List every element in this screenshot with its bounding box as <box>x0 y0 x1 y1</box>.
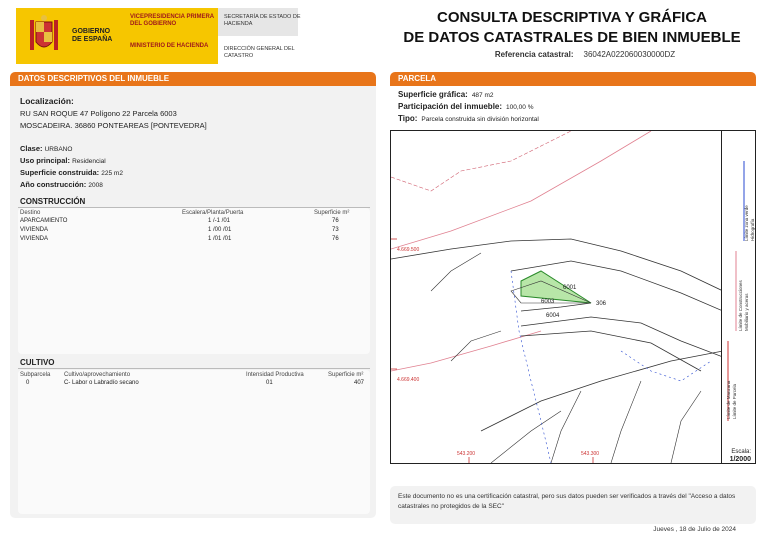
min-band <box>124 36 218 64</box>
parcel-label: 6003 <box>541 299 555 305</box>
table-row-superficie: 76 <box>332 218 339 224</box>
parcela-panel <box>390 86 756 464</box>
table-row-destino: APARCAMIENTO <box>20 218 68 224</box>
col-superficie: Superficie m² <box>328 372 364 378</box>
secretaria-text: SECRETARÍA DE ESTADO DE HACIENDA <box>224 14 301 27</box>
map-road-line <box>521 303 591 311</box>
col-escalera: Escalera/Planta/Puerta <box>182 210 244 216</box>
localizacion-label: Localización: <box>20 96 74 106</box>
table-row-cultivo: C- Labor o Labradío secano <box>64 380 139 386</box>
datos-descriptivos-header: DATOS DESCRIPTIVOS DEL INMUEBLE <box>10 72 376 86</box>
page-header <box>0 0 768 70</box>
parcela-header: PARCELA <box>390 72 756 86</box>
legend-item: Límite de Construcciones <box>738 280 743 331</box>
table-row-planta: 1 /00 /01 <box>208 227 232 233</box>
page-title <box>392 8 752 48</box>
map-road-line <box>431 253 481 291</box>
table-row-destino: VIVIENDA <box>20 236 49 242</box>
scale-value: 1/2000 <box>729 456 751 463</box>
legend-item: Límite de Parcela <box>732 383 737 419</box>
table-row-intensidad: 01 <box>266 380 273 386</box>
col-cultivo: Cultivo/aprovechamiento <box>64 372 131 378</box>
tipo-row <box>398 114 539 123</box>
col-superficie: Superficie m² <box>314 210 350 216</box>
coat-of-arms-icon <box>26 14 62 58</box>
title-line-1: CONSULTA DESCRIPTIVA Y GRÁFICA <box>436 9 707 26</box>
cultivo-table <box>18 370 370 514</box>
map-boundary-line <box>391 131 571 191</box>
localizacion-line-1: RU SAN ROQUE 47 Polígono 22 Parcela 6003 <box>20 109 177 118</box>
parcel-label: 306 <box>596 301 607 307</box>
map-road-line <box>521 331 701 371</box>
coord-label: 543.200 <box>457 451 476 457</box>
map-boundary-line <box>391 331 541 371</box>
construccion-title: CONSTRUCCIÓN <box>20 197 86 206</box>
table-row-superficie: 73 <box>332 227 339 233</box>
col-intensidad: Intensidad Productiva <box>246 372 304 378</box>
uso-label: Uso principal: <box>20 156 71 165</box>
anio-row <box>20 180 103 189</box>
legend-item: Límite de Manzana <box>726 380 731 419</box>
map-road-line <box>671 391 701 463</box>
table-row-superficie: 407 <box>354 380 365 386</box>
clase-row <box>20 144 72 153</box>
anio-value: 2008 <box>88 182 103 189</box>
participacion-label: Participación del inmueble: <box>398 102 503 111</box>
table-row-destino: VIVIENDA <box>20 227 49 233</box>
ministerio-text: MINISTERIO DE HACIENDA <box>130 43 209 49</box>
clase-value: URBANO <box>44 146 73 153</box>
superficie-value: 225 m2 <box>101 170 123 177</box>
direccion-text: DIRECCIÓN GENERAL DEL CATASTRO <box>224 46 295 59</box>
gov-name: GOBIERNO DE ESPAÑA <box>72 28 113 43</box>
uso-row <box>20 156 106 165</box>
document-date: Jueves , 18 de Julio de 2024 <box>653 526 736 533</box>
map-drawing <box>391 131 723 463</box>
sup-grafica-value: 487 m2 <box>471 92 494 99</box>
government-logo-block <box>16 8 301 64</box>
cultivo-title: CULTIVO <box>20 358 55 367</box>
table-row-superficie: 76 <box>332 236 339 242</box>
coord-label: 4.669.500 <box>397 247 420 253</box>
coord-label: 543.300 <box>581 451 600 457</box>
participacion-value: 100,00 % <box>506 104 534 111</box>
anio-label: Año construcción: <box>20 180 87 189</box>
cadastral-map[interactable] <box>390 130 756 464</box>
superficie-label: Superficie construida: <box>20 168 100 177</box>
sup-grafica-row <box>398 90 494 99</box>
sup-grafica-label: Superficie gráfica: <box>398 90 468 99</box>
legend-item: Mobiliario y aceras <box>744 293 749 331</box>
datos-descriptivos-panel <box>10 86 376 518</box>
table-row-planta: 1 /-1 /01 <box>208 218 231 224</box>
participacion-row <box>398 102 534 111</box>
tipo-value: Parcela construida sin división horizontal <box>421 116 539 123</box>
construccion-table <box>18 208 370 354</box>
superficie-row <box>20 168 123 177</box>
legend-item: Límite zona verde <box>744 205 749 241</box>
coord-label: 4.669.400 <box>397 377 420 383</box>
col-destino: Destino <box>20 210 41 216</box>
localizacion-line-2: MOSCADEIRA. 36860 PONTEAREAS [PONTEVEDRA] <box>20 121 207 130</box>
tipo-label: Tipo: <box>398 114 418 123</box>
ref-value[interactable]: 36042A022060030000DZ <box>583 50 676 59</box>
uso-value: Residencial <box>72 158 106 165</box>
parcel-label: 6004 <box>546 313 560 319</box>
map-road-line <box>551 391 581 463</box>
table-row-subparcela: 0 <box>26 380 30 386</box>
map-legend <box>721 131 755 464</box>
table-row-planta: 1 /01 /01 <box>208 236 232 242</box>
disclaimer-note: Este documento no es una certificación catastral, pero sus datos pueden ser verificados a través del "Acceso a datos catastrales no protegidos de la SEC" <box>390 486 756 524</box>
title-line-2: DE DATOS CATASTRALES DE BIEN INMUEBLE <box>403 29 741 46</box>
map-road-line <box>611 381 641 463</box>
parcel-label: 6001 <box>563 285 577 291</box>
legend-item: Hidrografía <box>750 218 755 241</box>
referencia-catastral <box>420 50 750 59</box>
vicepresidencia-text: VICEPRESIDENCIA PRIMERA DEL GOBIERNO <box>130 14 214 27</box>
map-boundary-line <box>391 131 651 249</box>
scale-label: Escala: <box>731 449 751 455</box>
divider <box>18 368 370 369</box>
map-road-line <box>451 331 501 361</box>
col-subparcela: Subparcela <box>20 372 51 378</box>
clase-label: Clase: <box>20 144 43 153</box>
map-road-line <box>491 411 561 463</box>
ref-label: Referencia catastral: <box>494 50 574 59</box>
